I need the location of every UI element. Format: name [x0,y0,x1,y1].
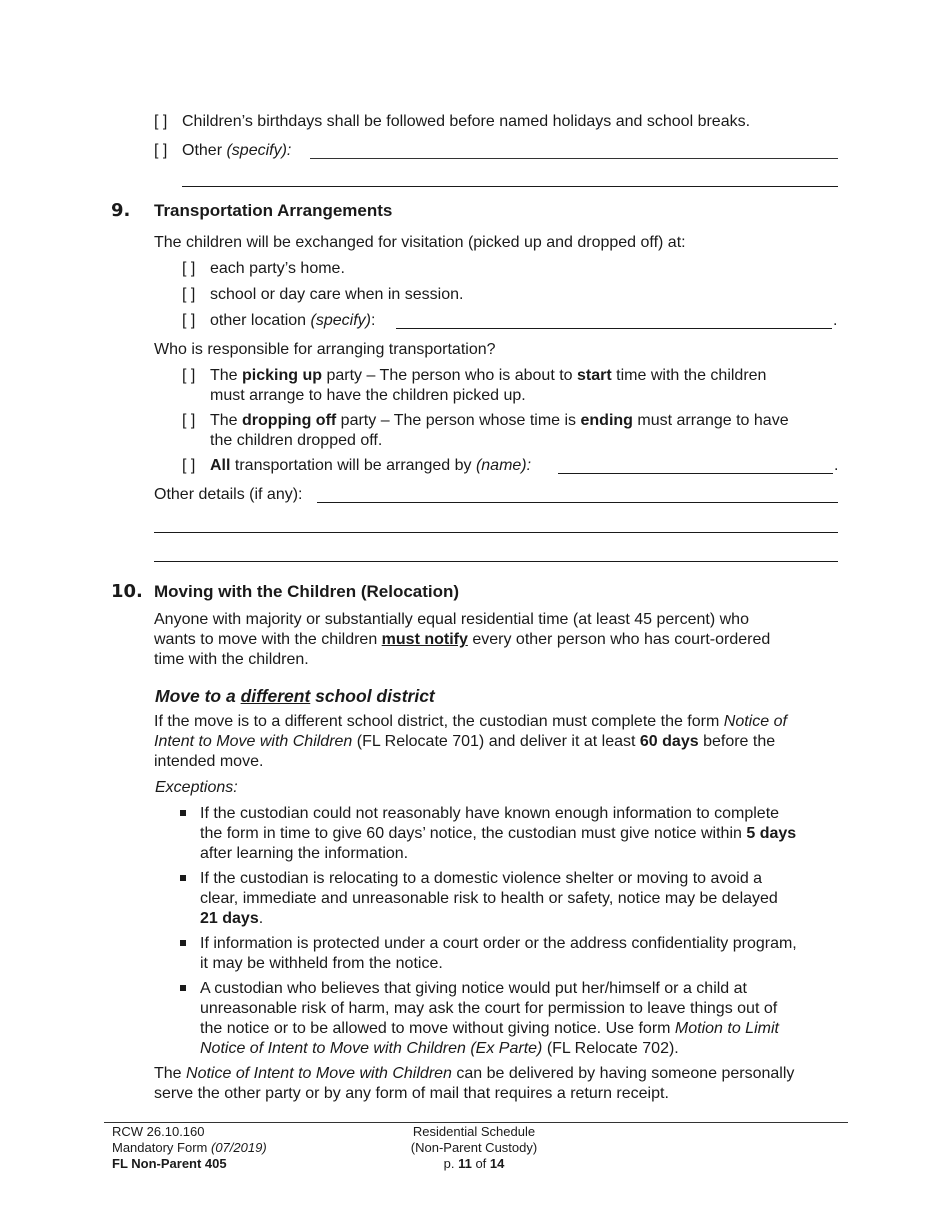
other-checkbox[interactable]: [ ] [154,142,168,159]
other-specify-line-2[interactable] [182,186,838,187]
all-transport-period: . [834,457,839,474]
move-subheading: Move to a different school district [155,686,435,706]
section-10-number: 10. [111,581,143,602]
closing-paragraph-line1: The Notice of Intent to Move with Children can be delivered by having someone personally [154,1065,795,1082]
section-9-title: Transportation Arrangements [154,201,393,220]
location-school-checkbox[interactable]: [ ] [182,286,196,303]
picking-up-text-line2: must arrange to have the children picked up. [210,387,526,404]
footer-divider [104,1122,848,1123]
section-9-number: 9. [111,200,131,221]
other-details-label: Other details (if any): [154,486,303,503]
other-details-line-3[interactable] [154,561,838,562]
all-transport-name-line[interactable] [558,473,833,474]
exceptions-label: Exceptions: [155,779,238,796]
exception-4-line3: the notice or to be allowed to move without giving notice. Use form Motion to Limit [200,1020,779,1037]
footer-form-id: FL Non-Parent 405 [112,1156,227,1171]
location-home-checkbox[interactable]: [ ] [182,260,196,277]
location-home-text: each party’s home. [210,260,345,277]
footer-mandatory-form: Mandatory Form (07/2019) [112,1140,267,1155]
exception-2-line3: 21 days. [200,910,264,927]
section-9-intro: The children will be exchanged for visitation (picked up and dropped off) at: [154,234,686,251]
exception-2-line1: If the custodian is relocating to a domestic violence shelter or moving to avoid a [200,870,763,887]
other-option-label: Other (specify): [182,142,292,159]
all-transport-checkbox[interactable]: [ ] [182,457,196,474]
location-school-text: school or day care when in session. [210,286,464,303]
bullet-icon [180,810,186,816]
exception-3-line2: it may be withheld from the notice. [200,955,443,972]
exception-1-line2: the form in time to give 60 days’ notice, the custodian must give notice within 5 days [200,825,797,842]
move-paragraph-line1: If the move is to a different school district, the custodian must complete the form Notice of [154,713,787,730]
birthdays-checkbox[interactable]: [ ] [154,113,168,130]
responsibility-question: Who is responsible for arranging transportation? [154,341,496,358]
exception-4-line1: A custodian who believes that giving notice would put her/himself or a child at [200,980,747,997]
closing-paragraph-line2: serve the other party or by any form of mail that requires a return receipt. [154,1085,669,1102]
bullet-icon [180,940,186,946]
dropping-off-checkbox[interactable]: [ ] [182,412,196,429]
other-details-line-2[interactable] [154,532,838,533]
location-other-checkbox[interactable]: [ ] [182,312,196,329]
bullet-icon [180,985,186,991]
location-other-label: other location (specify): [210,312,376,329]
exception-4-line2: unreasonable risk of harm, may ask the court for permission to leave things out of [200,1000,778,1017]
move-paragraph-line2: Intent to Move with Children (FL Relocate 701) and deliver it at least 60 days before the [154,733,776,750]
section-10-intro-line2: wants to move with the children must notify every other person who has court-ordered [154,631,771,648]
move-paragraph-line3: intended move. [154,753,264,770]
other-details-line-1[interactable] [317,502,838,503]
all-transport-text: All transportation will be arranged by (name): [210,457,532,474]
exception-2-line2: clear, immediate and unreasonable risk to health or safety, notice may be delayed [200,890,778,907]
location-other-line[interactable] [396,328,832,329]
dropping-off-text-line2: the children dropped off. [210,432,383,449]
section-10-intro-line3: time with the children. [154,651,309,668]
location-other-period: . [833,312,838,329]
footer-page-number: p. 11 of 14 [443,1156,505,1171]
section-10-title: Moving with the Children (Relocation) [154,582,460,601]
bullet-icon [180,875,186,881]
picking-up-text-line1: The picking up party – The person who is about to start time with the children [210,367,767,384]
footer-center-line1: Residential Schedule [412,1124,536,1139]
footer-rcw: RCW 26.10.160 [112,1124,205,1139]
exception-3-line1: If information is protected under a court order or the address confidentiality program, [200,935,797,952]
section-10-intro-line1: Anyone with majority or substantially equal residential time (at least 45 percent) who [154,611,749,628]
dropping-off-text-line1: The dropping off party – The person whose time is ending must arrange to have [210,412,789,429]
exception-1-line1: If the custodian could not reasonably have known enough information to complete [200,805,780,822]
exception-4-line4: Notice of Intent to Move with Children (Ex Parte) (FL Relocate 702). [200,1040,679,1057]
picking-up-checkbox[interactable]: [ ] [182,367,196,384]
footer-center-line2: (Non-Parent Custody) [410,1140,538,1155]
exception-1-line3: after learning the information. [200,845,409,862]
birthdays-option-text: Children’s birthdays shall be followed before named holidays and school breaks. [182,113,751,130]
other-specify-line[interactable] [310,158,838,159]
